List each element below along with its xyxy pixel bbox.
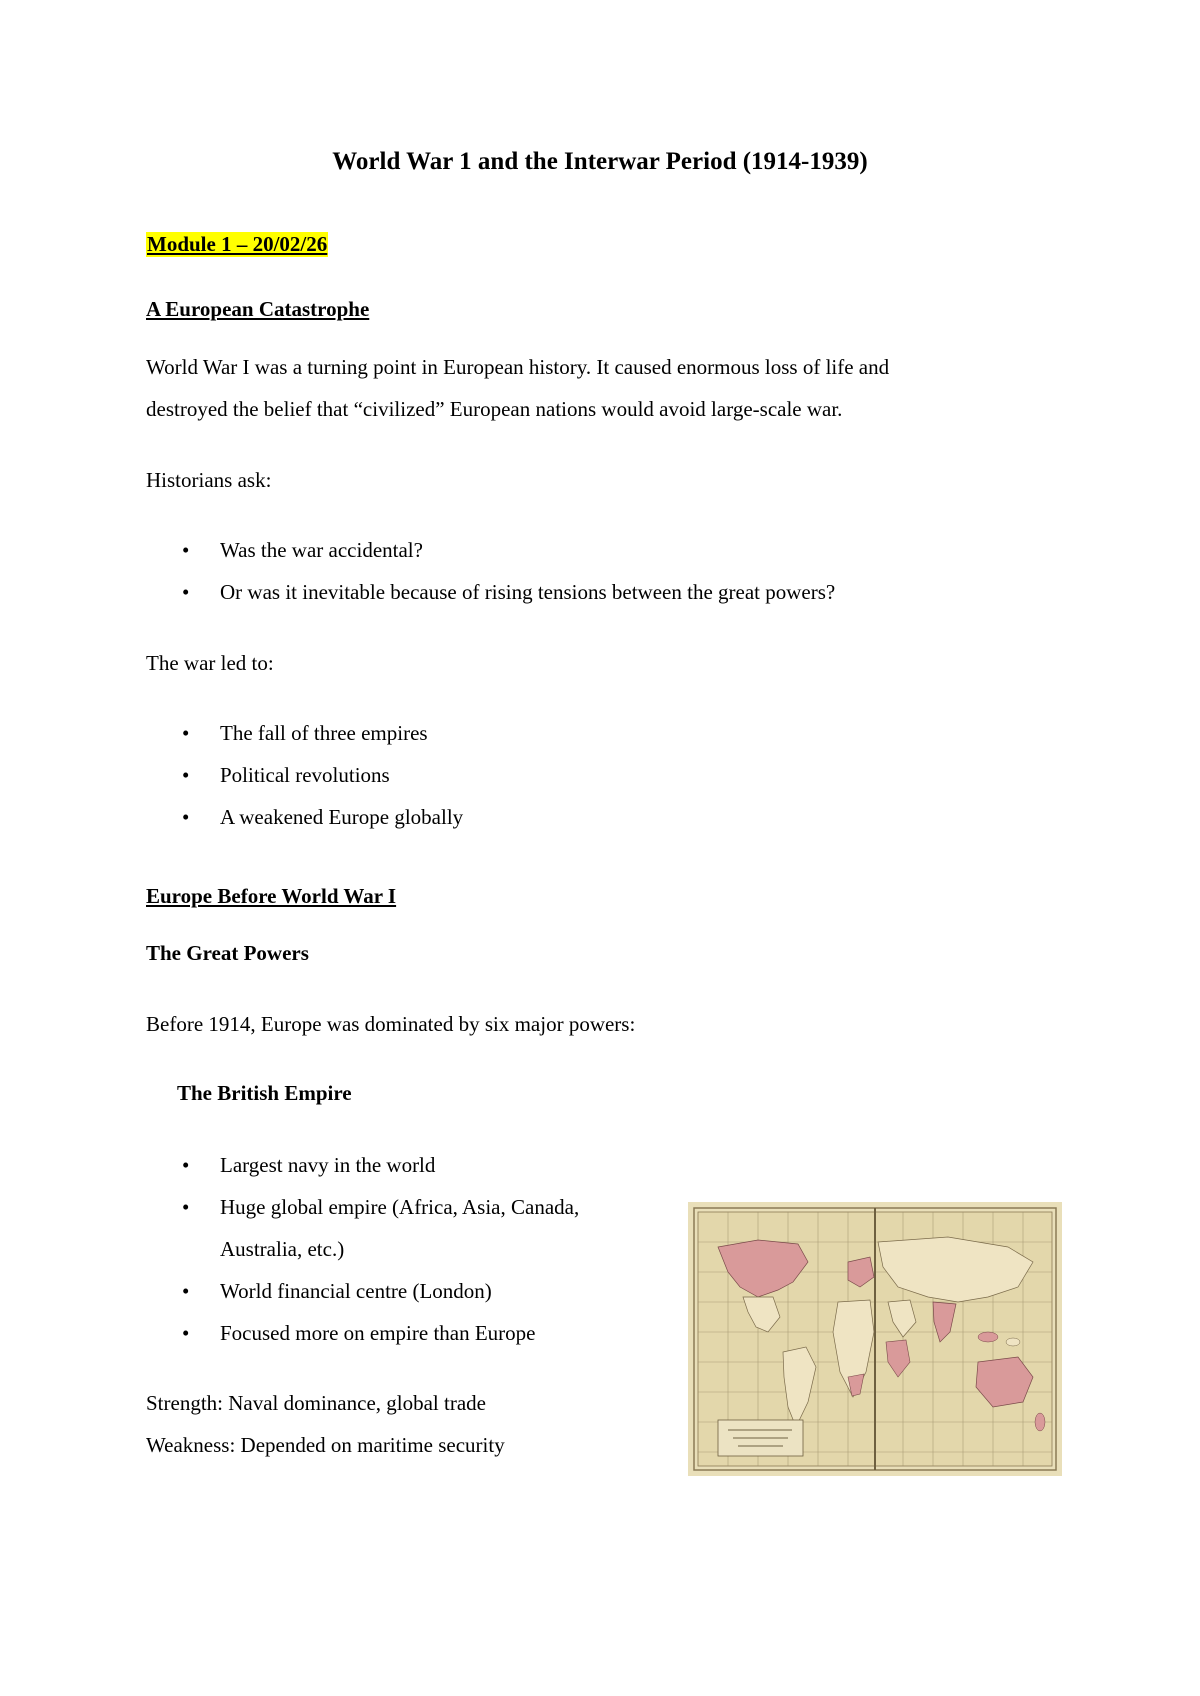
historians-ask-label: Historians ask: <box>146 468 272 492</box>
subheading-great-powers: The Great Powers <box>146 941 309 965</box>
paragraph-line-1: World War I was a turning point in European history. It caused enormous loss of life and <box>146 355 890 379</box>
war-led-to-label: The war led to: <box>146 651 274 675</box>
document-title: World War 1 and the Interwar Period (1914-1939) <box>332 148 868 175</box>
strength-line: Strength: Naval dominance, global trade <box>146 1391 486 1415</box>
bullet-icon: • <box>182 763 190 787</box>
list-item-text: Was the war accidental? <box>220 538 423 562</box>
bullet-icon: • <box>182 721 190 745</box>
section-heading-europe-before-wwi: Europe Before World War I <box>146 884 397 908</box>
paragraph-line-2: destroyed the belief that “civilized” European nations would avoid large-scale war. <box>146 397 843 421</box>
list-item-text: The fall of three empires <box>220 721 428 745</box>
world-map-image <box>688 1202 1062 1476</box>
list-item-text: World financial centre (London) <box>220 1279 492 1303</box>
list-item-text: Australia, etc.) <box>220 1237 345 1261</box>
bullet-icon: • <box>182 1321 190 1345</box>
weakness-line: Weakness: Depended on maritime security <box>146 1433 505 1457</box>
list-item-text: Focused more on empire than Europe <box>220 1321 536 1345</box>
section-heading-european-catastrophe: A European Catastrophe <box>146 297 370 321</box>
bullet-icon: • <box>182 580 190 604</box>
list-item-text: Largest navy in the world <box>220 1153 436 1177</box>
list-item-text: Or was it inevitable because of rising tensions between the great powers? <box>220 580 836 604</box>
subheading-british-empire: The British Empire <box>177 1081 352 1105</box>
list-item-text: Political revolutions <box>220 763 390 787</box>
module-heading: Module 1 – 20/02/26 <box>147 232 328 256</box>
bullet-icon: • <box>182 1195 190 1219</box>
bullet-icon: • <box>182 805 190 829</box>
great-powers-intro: Before 1914, Europe was dominated by six major powers: <box>146 1012 636 1036</box>
list-item-text: Huge global empire (Africa, Asia, Canada, <box>220 1195 580 1219</box>
bullet-icon: • <box>182 538 190 562</box>
bullet-icon: • <box>182 1153 190 1177</box>
bullet-icon: • <box>182 1279 190 1303</box>
list-item-text: A weakened Europe globally <box>220 805 464 829</box>
